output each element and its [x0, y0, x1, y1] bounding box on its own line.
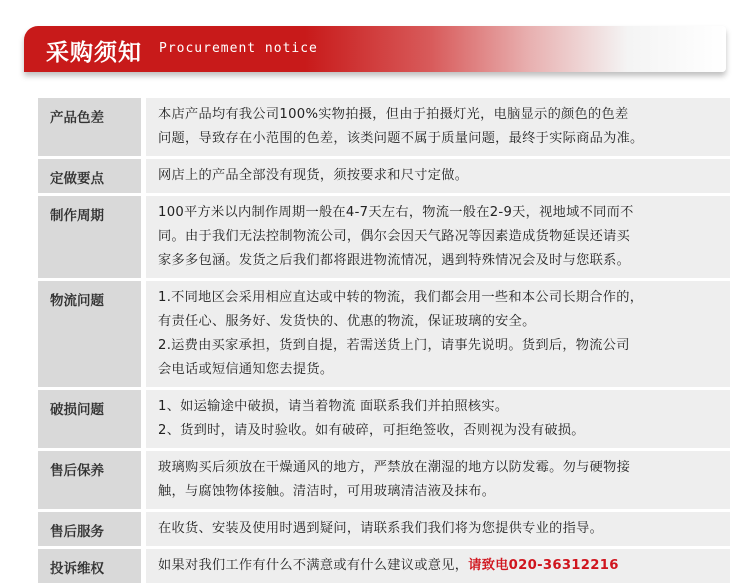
- notice-row-custom-order: [38, 159, 730, 193]
- row-label: 产品色差: [38, 98, 141, 156]
- row-label: 售后服务: [38, 512, 141, 546]
- header-banner: [24, 26, 726, 72]
- notice-row-maintenance: [38, 451, 730, 509]
- notice-row-complaints: [38, 549, 730, 583]
- content-line: 有责任心、服务好、发货快的、优惠的物流，保证玻璃的安全。: [158, 314, 536, 329]
- content-line: 1.不同地区会采用相应直达或中转的物流，我们都会用一些和本公司长期合作的，: [158, 290, 644, 305]
- content-line: 在收货、安装及使用时遇到疑问，请联系我们我们将为您提供专业的指导。: [158, 521, 604, 536]
- row-label: 投诉维权: [38, 549, 141, 583]
- content-line: 2.运费由买家承担，货到自提，若需送货上门，请事先说明。货到后，物流公司: [158, 338, 630, 353]
- content-line: 本店产品均有我公司100%实物拍摄，但由于拍摄灯光，电脑显示的颜色的色差: [158, 107, 629, 122]
- content-line: 家多多包涵。发货之后我们都将跟进物流情况，遇到特殊情况会及时与您联系。: [158, 253, 631, 268]
- row-content: [146, 390, 730, 448]
- content-line: 1、如运输途中破损，请当着物流 面联系我们并拍照核实。: [158, 399, 509, 414]
- page-subtitle: Procurement notice: [159, 41, 318, 56]
- content-line: 2、货到时，请及时验收。如有破碎，可拒绝签收，否则视为没有破损。: [158, 423, 585, 438]
- row-label: 物流问题: [38, 281, 141, 387]
- notice-row-after-sales: [38, 512, 730, 546]
- content-line: 玻璃购买后须放在干燥通风的地方，严禁放在潮湿的地方以防发霉。勿与硬物接: [158, 460, 631, 475]
- row-content: [146, 549, 730, 583]
- row-content: [146, 159, 730, 193]
- row-label: 制作周期: [38, 196, 141, 278]
- content-line: 触，与腐蚀物体接触。清洁时，可用玻璃清洁液及抹布。: [158, 484, 496, 499]
- row-content: [146, 451, 730, 509]
- contact-phone: 请致电020-36312216: [468, 558, 619, 573]
- content-line: 会电话或短信通知您去提货。: [158, 362, 334, 377]
- row-content: [146, 98, 730, 156]
- content-line: 同。由于我们无法控制物流公司，偶尔会因天气路况等因素造成货物延误还请买: [158, 229, 631, 244]
- content-line: 问题，导致存在小范围的色差，该类问题不属于质量问题，最终于实际商品为准。: [158, 131, 644, 146]
- row-content: [146, 196, 730, 278]
- notice-row-color-difference: [38, 98, 730, 156]
- page-title: 采购须知: [46, 40, 142, 66]
- notice-row-damage: [38, 390, 730, 448]
- row-content: [146, 281, 730, 387]
- content-line: [158, 554, 720, 578]
- row-label: 破损问题: [38, 390, 141, 448]
- row-label: 售后保养: [38, 451, 141, 509]
- notice-table: [38, 98, 730, 586]
- content-line: 网店上的产品全部没有现货，须按要求和尺寸定做。: [158, 168, 469, 183]
- row-label: 定做要点: [38, 159, 141, 193]
- notice-row-logistics: [38, 281, 730, 387]
- row-content: [146, 512, 730, 546]
- notice-row-production-cycle: [38, 196, 730, 278]
- complaint-text: 如果对我们工作有什么不满意或有什么建议或意见，: [158, 558, 469, 573]
- content-line: 100平方米以内制作周期一般在4-7天左右，物流一般在2-9天，视地域不同而不: [158, 205, 634, 220]
